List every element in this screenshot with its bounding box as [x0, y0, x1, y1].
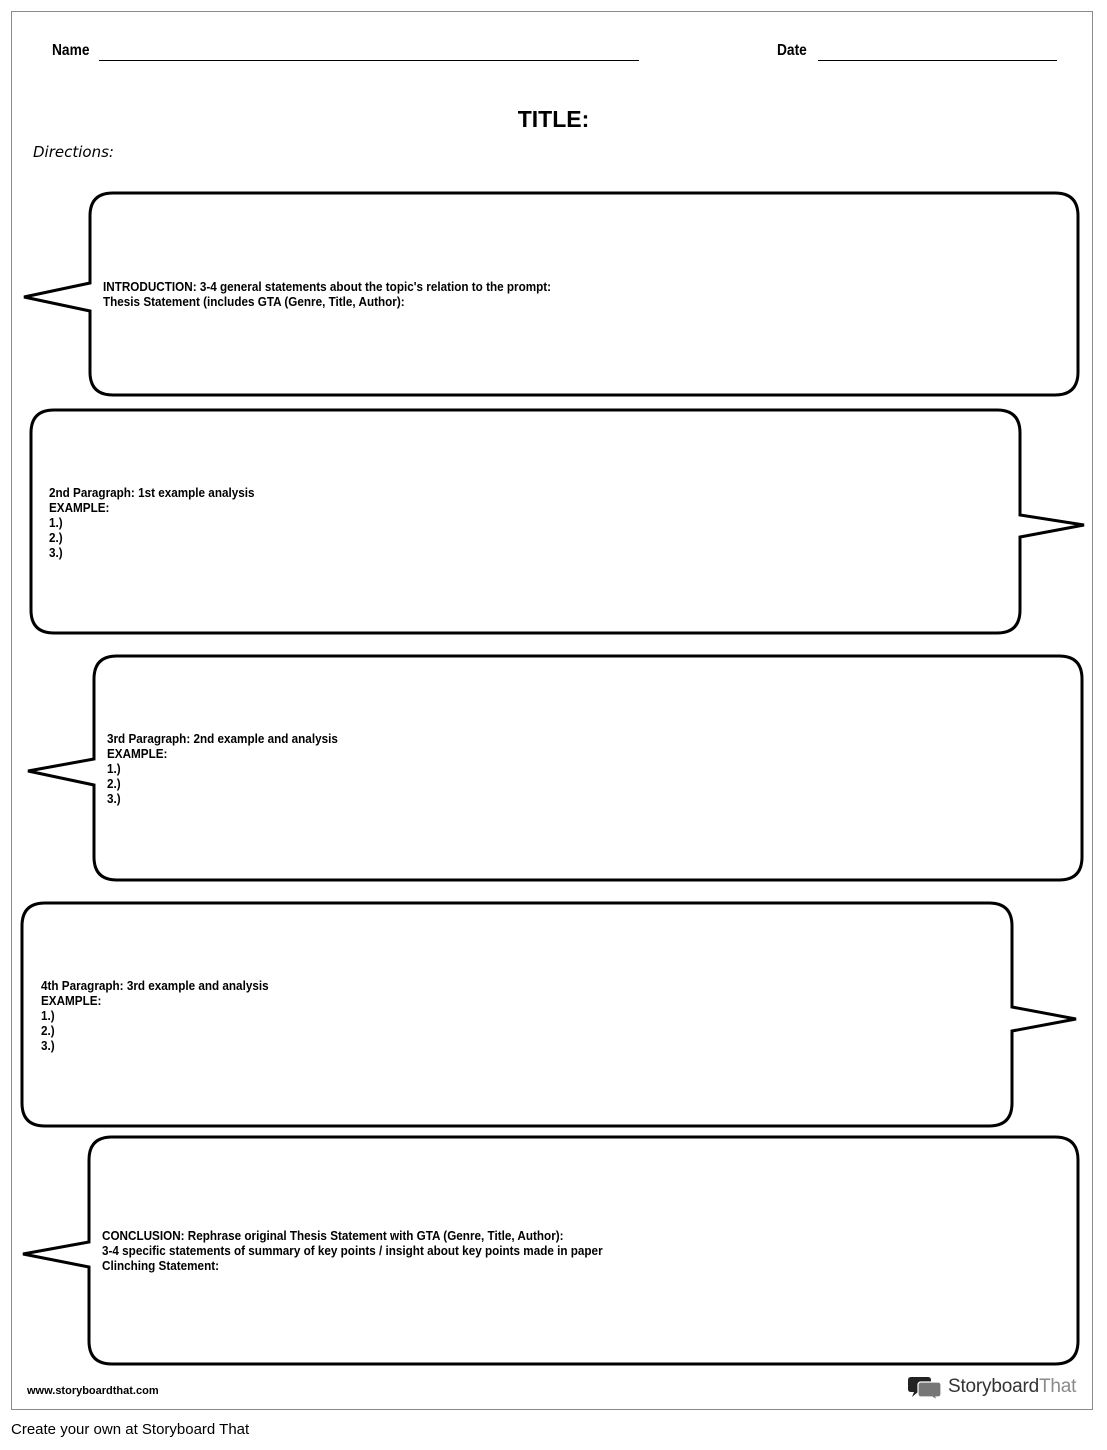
text-line: 3.) [107, 791, 121, 806]
text-line: 2.) [41, 1023, 55, 1038]
worksheet-title: TITLE: [517, 106, 590, 132]
footer-url[interactable]: www.storyboardthat.com [27, 1385, 159, 1397]
text-line: Clinching Statement: [102, 1258, 220, 1273]
text-line: 2nd Paragraph: 1st example analysis [49, 485, 255, 500]
text-line: 3.) [49, 545, 63, 560]
name-line[interactable] [99, 60, 639, 61]
paragraph-4-text [41, 978, 269, 1053]
text-line: EXAMPLE: [41, 993, 102, 1008]
text-line: 1.) [107, 761, 121, 776]
date-label: Date [777, 42, 807, 59]
text-line: EXAMPLE: [49, 500, 110, 515]
text-line: 1.) [49, 515, 63, 530]
name-label: Name [52, 42, 90, 59]
text-line: 3.) [41, 1038, 55, 1053]
text-line: INTRODUCTION: 3-4 general statements about the topic's relation to the prompt: [103, 279, 552, 294]
storyboardthat-brand[interactable] [908, 1373, 1076, 1401]
paragraph-3-text [107, 731, 338, 806]
text-line: Thesis Statement (includes GTA (Genre, Title, Author): [103, 294, 405, 309]
directions-label: Directions: [33, 143, 114, 161]
text-line: EXAMPLE: [107, 746, 168, 761]
conclusion-text [102, 1228, 603, 1273]
brand-name [948, 1376, 1076, 1398]
date-line[interactable] [818, 60, 1057, 61]
text-line: 3rd Paragraph: 2nd example and analysis [107, 731, 338, 746]
text-line: 4th Paragraph: 3rd example and analysis [41, 978, 269, 993]
text-line: 1.) [41, 1008, 55, 1023]
storyboard-logo-icon [908, 1374, 942, 1400]
brand-accent: That [1038, 1376, 1077, 1397]
text-line: 2.) [49, 530, 63, 545]
introduction-text [103, 279, 551, 309]
text-line: 2.) [107, 776, 121, 791]
paragraph-2-text [49, 485, 254, 560]
text-line: 3-4 specific statements of summary of key points / insight about key points made in paper [102, 1243, 603, 1258]
brand-main: Storyboard [948, 1376, 1039, 1397]
create-your-own-caption[interactable]: Create your own at Storyboard That [11, 1421, 250, 1438]
text-line: CONCLUSION: Rephrase original Thesis Statement with GTA (Genre, Title, Author): [102, 1228, 564, 1243]
